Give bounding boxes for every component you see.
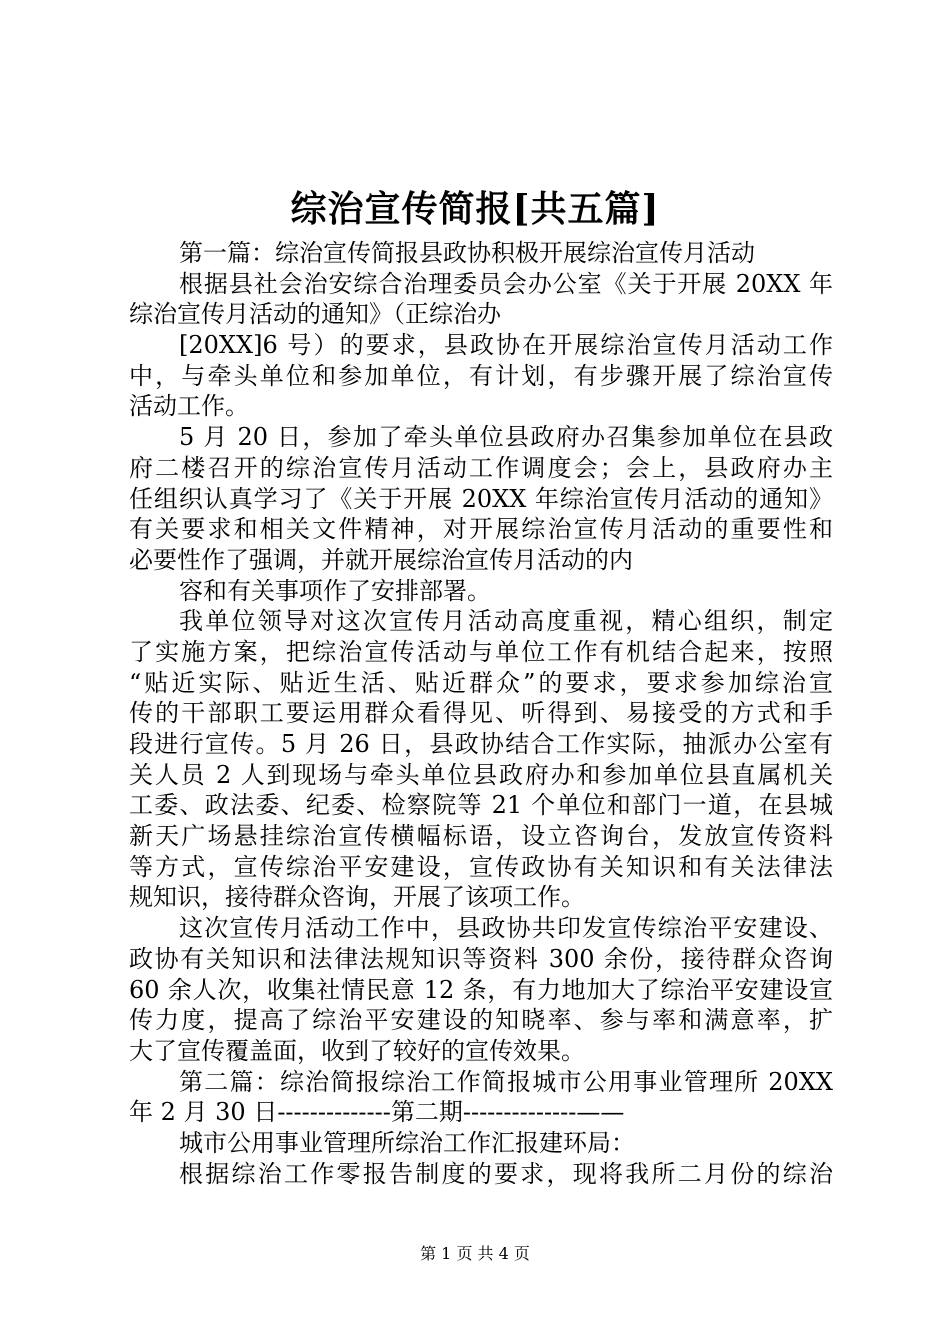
text-line: [20XX]6 号）的要求，县政协在开展综治宣传月活动工作 [179, 331, 833, 360]
text-line: 工委、政法委、纪委、检察院等 21 个单位和部门一道，在县城 [129, 791, 833, 820]
text-line: “贴近实际、贴近生活、贴近群众”的要求，要求参加综治宣 [129, 668, 833, 697]
text-line: 中，与牵头单位和参加单位，有计划，有步骤开展了综治宣传 [129, 361, 833, 390]
text-line: 第一篇：综治宣传简报县政协积极开展综治宣传月活动 [179, 239, 755, 267]
text-line: 年 2 月 30 日--------------第二期--------------—— [129, 1098, 625, 1127]
text-line: 有关要求和相关文件精神，对开展综治宣传月活动的重要性和 [129, 515, 833, 544]
text-line: 容和有关事项作了安排部署。 [179, 576, 491, 605]
text-line: 政协有关知识和法律法规知识等资料 300 余份，接待群众咨询 [129, 944, 833, 973]
text-line: 这次宣传月活动工作中，县政协共印发宣传综治平安建设、 [179, 914, 833, 943]
text-line: 活动工作。 [129, 392, 249, 421]
text-line: 府二楼召开的综治宣传月活动工作调度会；会上，县政府办主 [129, 453, 833, 482]
document-body [129, 238, 833, 1189]
text-line: 第二篇：综治简报综治工作简报城市公用事业管理所 20XX [179, 1067, 833, 1096]
text-line: 规知识，接待群众咨询，开展了该项工作。 [129, 883, 585, 912]
text-line: 城市公用事业管理所综治工作汇报建环局： [179, 1128, 635, 1157]
page-number-footer: 第 1 页 共 4 页 [420, 1244, 530, 1263]
text-line: 综治宣传月活动的通知》（正综治办 [129, 300, 501, 329]
text-line: 我单位领导对这次宣传月活动高度重视，精心组织，制定 [179, 607, 833, 636]
text-line: 传的干部职工要运用群众看得见、听得到、易接受的方式和手 [129, 699, 833, 728]
text-line: 了实施方案，把综治宣传活动与单位工作有机结合起来，按照 [129, 637, 833, 666]
text-line: 根据综治工作零报告制度的要求，现将我所二月份的综治 [179, 1159, 833, 1188]
text-line: 大了宣传覆盖面，收到了较好的宣传效果。 [129, 1036, 585, 1065]
text-line: 根据县社会治安综合治理委员会办公室《关于开展 20XX 年 [179, 269, 833, 298]
text-line: 5 月 20 日，参加了牵头单位县政府办召集参加单位在县政 [179, 423, 833, 452]
text-line: 关人员 2 人到现场与牵头单位县政府办和参加单位县直属机关 [129, 760, 833, 789]
text-line: 传力度，提高了综治平安建设的知晓率、参与率和满意率，扩 [129, 1006, 833, 1035]
text-line: 必要性作了强调，并就开展综治宣传月活动的内 [129, 545, 633, 574]
text-line: 60 余人次，收集社情民意 12 条，有力地加大了综治平安建设宣 [129, 975, 833, 1004]
text-line: 等方式，宣传综治平安建设，宣传政协有关知识和有关法律法 [129, 852, 833, 881]
text-line: 新天广场悬挂综治宣传横幅标语，设立咨询台，发放宣传资料 [129, 822, 833, 851]
text-line: 段进行宣传。5 月 26 日，县政协结合工作实际，抽派办公室有 [129, 730, 833, 758]
text-line: 任组织认真学习了《关于开展 20XX 年综治宣传月活动的通知》 [129, 484, 833, 513]
document-title: 综治宣传简报[共五篇] [290, 188, 660, 230]
